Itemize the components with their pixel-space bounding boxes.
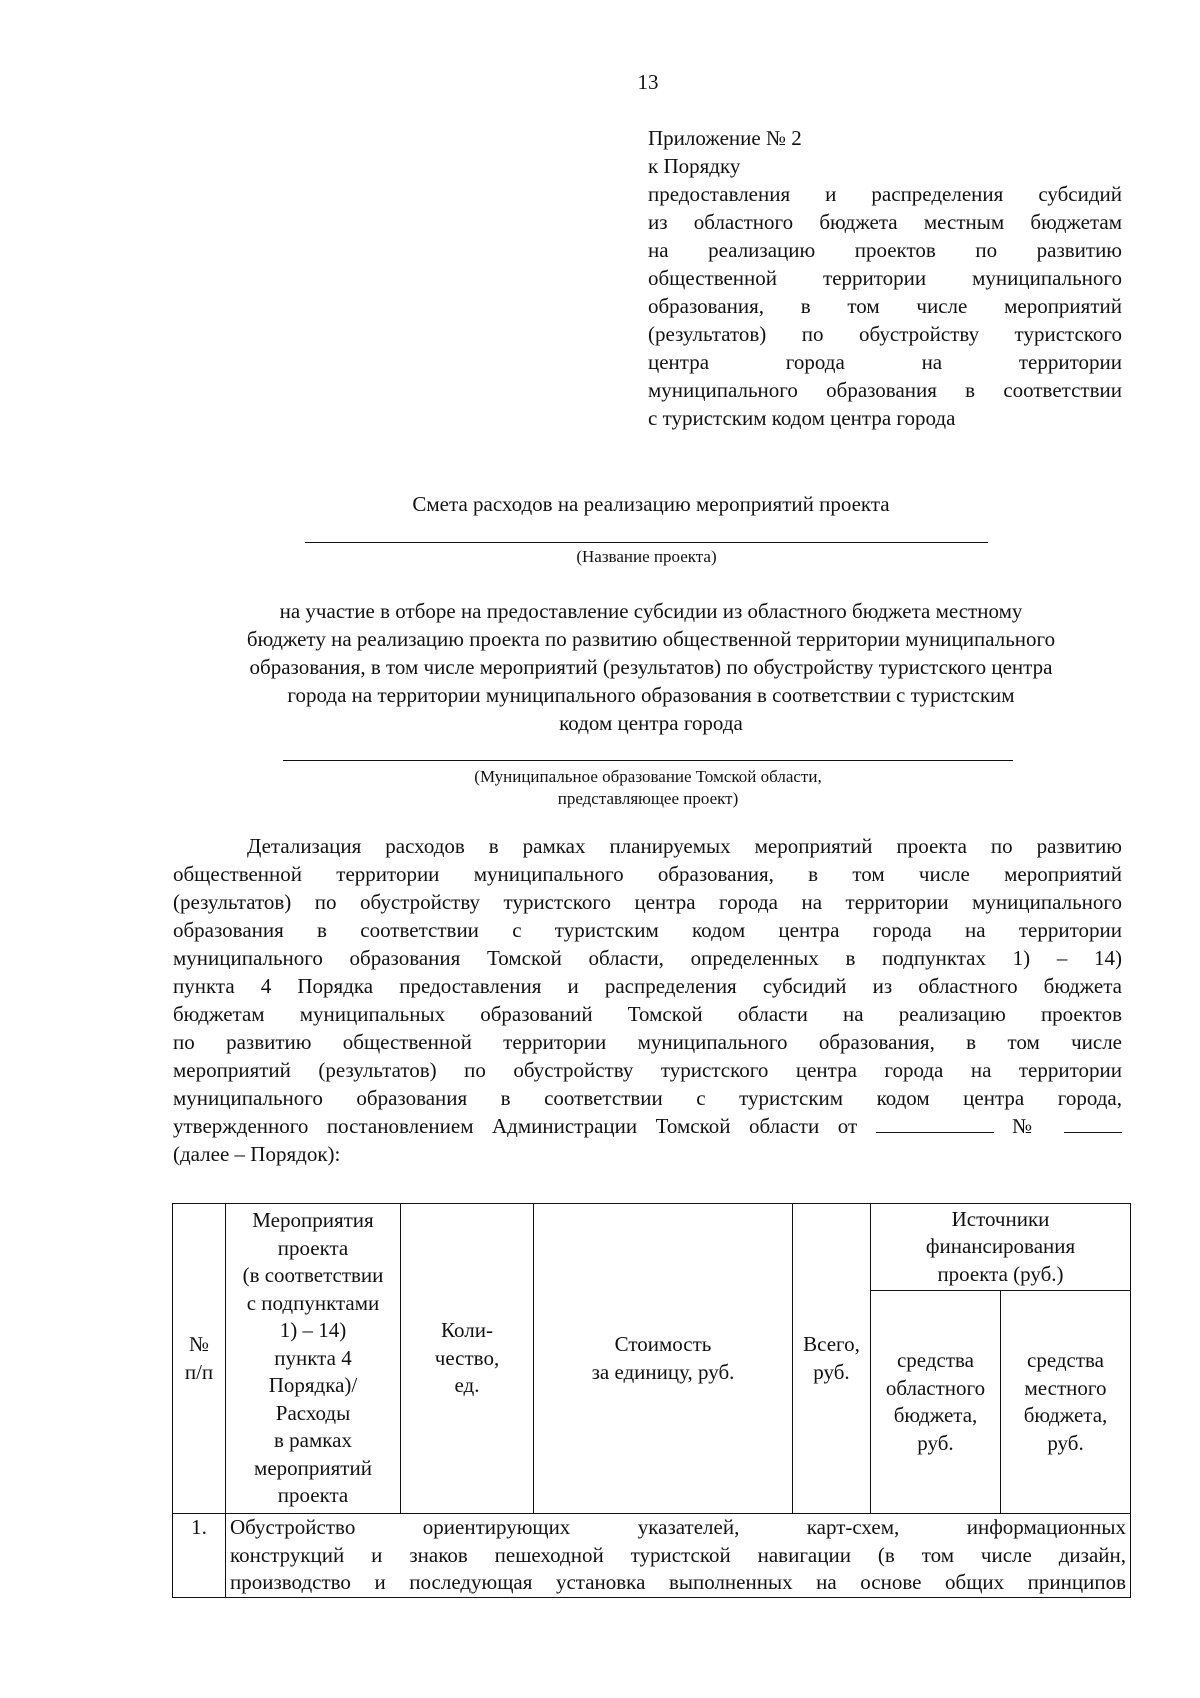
header-text: в рамках xyxy=(274,1428,352,1453)
header-text: п/п xyxy=(184,1359,214,1384)
appendix-line: на реализацию проектов по развитию xyxy=(648,238,1122,262)
appendix-header xyxy=(648,124,1122,432)
project-name-caption: (Название проекта) xyxy=(576,547,717,566)
table-row xyxy=(173,1514,1131,1598)
row-text-line: Обустройство ориентирующих указателей, карт-схем, информационных xyxy=(230,1515,1127,1539)
paragraph-line: на участие в отборе на предоставление субсидии из областного бюджета местному xyxy=(279,599,1023,623)
caption-line: (Муниципальное образование Томской области, xyxy=(474,767,822,786)
number-sign: № xyxy=(1012,1114,1046,1138)
paragraph-line: по развитию общественной территории муниципального образования, в том числе xyxy=(173,1030,1122,1054)
header-text: финансирования xyxy=(925,1234,1076,1259)
paragraph-line: мероприятий (результатов) по обустройству туристского центра города на территории xyxy=(173,1058,1122,1082)
paragraph-line: города на территории муниципального образования в соответствии с туристским xyxy=(287,683,1015,707)
appendix-line: образования, в том числе мероприятий xyxy=(648,294,1122,318)
paragraph-line: кодом центра города xyxy=(559,711,743,735)
page-number: 13 xyxy=(637,70,659,94)
header-regional-budget xyxy=(871,1291,1001,1514)
header-quantity xyxy=(401,1204,534,1514)
header-funding-sources xyxy=(871,1204,1131,1291)
header-text: областного xyxy=(885,1375,986,1400)
appendix-line: предоставления и распределения субсидий xyxy=(648,182,1122,206)
header-text: Стоимость xyxy=(614,1332,712,1356)
municipality-line xyxy=(283,760,1013,761)
header-text: проекта xyxy=(277,1483,349,1508)
expense-table xyxy=(172,1203,1131,1598)
date-blank xyxy=(876,1112,994,1133)
number-blank xyxy=(1064,1112,1122,1133)
paragraph-line: муниципального образования Томской области, определенных в подпунктах 1) – 14) xyxy=(173,946,1122,970)
header-text: местного xyxy=(1024,1375,1107,1400)
header-text: за единицу, руб. xyxy=(591,1359,735,1384)
municipality-caption xyxy=(283,766,1013,810)
paragraph-line: бюджетам муниципальных образований Томской области на реализацию проектов xyxy=(173,1002,1122,1026)
appendix-line: общественной территории муниципального xyxy=(648,266,1122,290)
header-text: 1) – 14) xyxy=(279,1318,347,1343)
appendix-line: к Порядку xyxy=(648,154,741,178)
header-text: руб. xyxy=(917,1430,954,1455)
header-text: пункта 4 xyxy=(274,1345,352,1370)
paragraph-line: пункта 4 Порядка предоставления и распределения субсидий из областного бюджета xyxy=(173,974,1122,998)
paragraph-line: муниципального образования в соответствии с туристским кодом центра города, xyxy=(173,1086,1122,1110)
row-description xyxy=(226,1514,1131,1598)
paragraph-line: образования, в том числе мероприятий (результатов) по обустройству туристского центра xyxy=(249,655,1053,679)
paragraph-line: (результатов) по обустройству туристского центра города на территории муниципального xyxy=(173,890,1122,914)
paragraph-text: утвержденного постановлением Администрации Томской области от xyxy=(173,1114,858,1138)
paragraph-line: образования в соответствии с туристским кодом центра города на территории xyxy=(173,918,1122,942)
header-text: мероприятий xyxy=(254,1455,372,1480)
document-title: Смета расходов на реализацию мероприятий проекта xyxy=(412,492,890,516)
header-text: Коли- xyxy=(441,1318,493,1343)
header-text: руб. xyxy=(1047,1430,1084,1455)
header-total xyxy=(793,1204,871,1514)
appendix-line: муниципального образования в соответствии xyxy=(648,378,1122,402)
header-text: руб. xyxy=(813,1359,850,1384)
header-text: № xyxy=(188,1332,210,1356)
header-text: проекта xyxy=(277,1235,349,1260)
row-text-line: конструкций и знаков пешеходной туристской навигации (в том числе дизайн, xyxy=(230,1542,1127,1567)
header-text: средства xyxy=(1027,1348,1105,1372)
header-text: ед. xyxy=(454,1373,480,1398)
header-num xyxy=(173,1204,226,1514)
header-text: с подпунктами xyxy=(246,1290,380,1315)
appendix-line: с туристским кодом центра города xyxy=(648,406,956,430)
header-text: Расходы xyxy=(275,1400,351,1425)
appendix-line: из областного бюджета местным бюджетам xyxy=(648,210,1122,234)
caption-line: представляющее проект) xyxy=(557,789,739,808)
paragraph-line: общественной территории муниципального образования, в том числе мероприятий xyxy=(173,862,1122,886)
row-number: 1. xyxy=(173,1514,226,1598)
paragraph-line xyxy=(173,1112,1122,1140)
detail-paragraph xyxy=(173,832,1122,1168)
appendix-line: Приложение № 2 xyxy=(648,126,802,150)
header-unit-cost xyxy=(534,1204,793,1514)
header-text: бюджета, xyxy=(893,1403,978,1427)
header-text: проекта (руб.) xyxy=(937,1261,1064,1286)
header-local-budget xyxy=(1001,1291,1131,1514)
header-text: бюджета, xyxy=(1023,1403,1108,1427)
project-name-line xyxy=(305,542,988,543)
header-activities xyxy=(226,1204,401,1514)
header-text: Порядка)/ xyxy=(268,1373,358,1398)
header-text: Источники xyxy=(951,1206,1050,1231)
header-text: (в соответствии xyxy=(242,1263,384,1288)
paragraph-line: Детализация расходов в рамках планируемых мероприятий проекта по развитию xyxy=(247,834,1122,858)
purpose-paragraph xyxy=(173,597,1129,737)
paragraph-line: бюджету на реализацию проекта по развитию общественной территории муниципального xyxy=(246,627,1056,651)
header-text: Всего, xyxy=(803,1332,860,1356)
appendix-line: (результатов) по обустройству туристского xyxy=(648,322,1122,346)
row-text-line: производство и последующая установка выполненных на основе общих принципов xyxy=(230,1570,1127,1594)
appendix-line: центра города на территории xyxy=(648,350,1122,374)
header-text: чество, xyxy=(434,1345,500,1370)
paragraph-line: (далее – Порядок): xyxy=(173,1142,341,1166)
header-text: средства xyxy=(896,1348,974,1372)
header-text: Мероприятия xyxy=(252,1208,374,1233)
